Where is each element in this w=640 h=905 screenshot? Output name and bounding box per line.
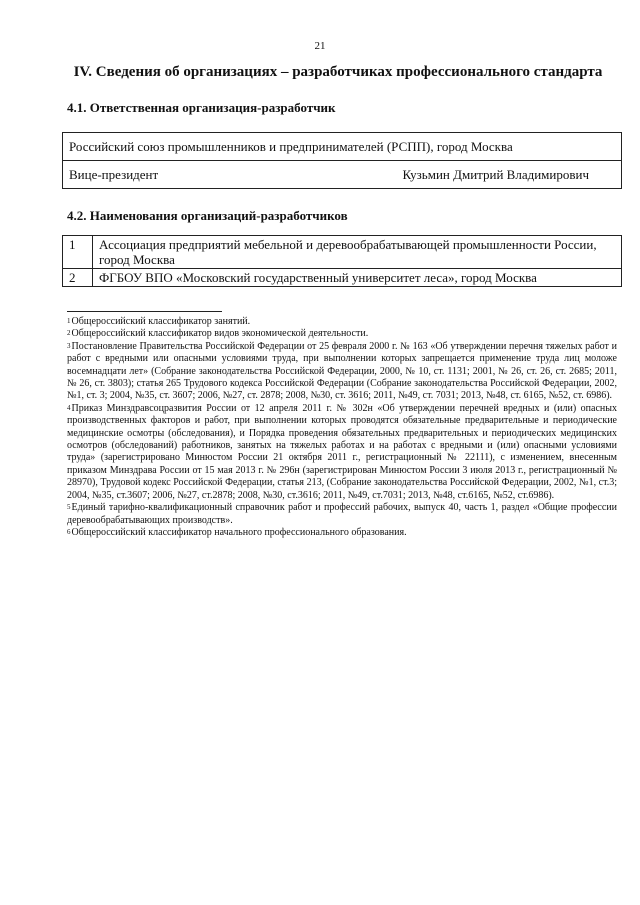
footnotes bbox=[67, 316, 617, 539]
footnote-text: Общероссийский классификатор начального профессионального образования. bbox=[71, 526, 407, 538]
position-label: Вице-президент bbox=[69, 166, 159, 182]
footnote-text: Приказ Минздравсоцразвития России от 12 апреля 2011 г. № 302н «Об утверждении перечней вредных и (или) опасных производственных факторов и работ, при выполнении которых проводятся обязательные предварительные и периодические медицинские осмотры (обследования), и Порядка проведения обязательных предварительных и периодических медицинских осмотров (обследований) работников, занятых на тяжелых работах и на работах с вредными и (или) опасными условиями труда» (зарегистрировано Минюстом России 21 октября 2011 г., регистрационный № 22111), с изменением, внесенным приказом Минздрава России от 15 мая 2013 г. № 296н (зарегистрирован Минюстом России 3 июля 2013 г., регистрационный № 28970), Трудовой кодекс Российской Федерации, статья 213, (Собрание законодательства Российской Федерации, 2002, №1, ст.3; 2004, №35, ст.3607; 2006, №27, ст.2878; 2008, №30, ст.3616; 2011, №49, ст.7031; 2013, №48, ст.6165, №52, ст.6986). bbox=[67, 402, 617, 501]
page-title: IV. Сведения об организациях – разработчиках профессионального стандарта bbox=[73, 64, 603, 80]
row-number: 2 bbox=[63, 269, 93, 287]
table-row bbox=[63, 269, 622, 287]
table-row bbox=[63, 161, 622, 189]
org-name-cell: Ассоциация предприятий мебельной и деревообрабатывающей промышленности России, город Москва bbox=[93, 236, 622, 269]
footnote-text: Единый тарифно-квалификационный справочник работ и профессий рабочих, выпуск 40, часть 1, раздел «Общие профессии деревообрабатывающих производств». bbox=[67, 502, 617, 526]
footnote bbox=[67, 502, 617, 527]
footnote-mark: 5 bbox=[67, 503, 71, 512]
footnote-mark: 3 bbox=[67, 341, 71, 350]
footnote bbox=[67, 328, 617, 340]
section-heading-developers: 4.2. Наименования организаций-разработчиков bbox=[67, 208, 348, 223]
footnote-mark: 2 bbox=[67, 329, 71, 338]
footnote bbox=[67, 341, 617, 403]
footnote-mark: 1 bbox=[67, 317, 71, 325]
footnote-divider bbox=[67, 311, 222, 312]
footnote bbox=[67, 316, 617, 328]
signatory-cell bbox=[63, 161, 622, 189]
table-row bbox=[63, 133, 622, 161]
org-name-cell: ФГБОУ ВПО «Московский государственный университет леса», город Москва bbox=[93, 269, 622, 287]
developer-orgs-table bbox=[62, 235, 622, 287]
section-heading-responsible: 4.1. Ответственная организация-разработчик bbox=[67, 100, 336, 115]
person-name: Кузьмин Дмитрий Владимирович bbox=[402, 166, 589, 182]
row-number: 1 bbox=[63, 236, 93, 269]
org-name-cell: Российский союз промышленников и предпринимателей (РСПП), город Москва bbox=[63, 133, 622, 161]
footnote-mark: 4 bbox=[67, 403, 71, 412]
footnote bbox=[67, 527, 617, 539]
footnote bbox=[67, 403, 617, 502]
responsible-org-table bbox=[62, 132, 622, 189]
footnote-text: Общероссийский классификатор занятий. bbox=[71, 316, 251, 327]
footnote-text: Постановление Правительства Российской Федерации от 25 февраля 2000 г. № 163 «Об утверждении перечня тяжелых работ и работ с вредными или опасными условиями труда, при выполнении которых запрещается применение труда лиц моложе восемнадцати лет» (Собрание законодательства Российской Федерации, 2000, № 10, ст. 1131; 2001, № 26, ст. 26, ст. 2685; 2011, № 26, ст. 3803); статья 265 Трудового кодекса Российской Федерации (Собрание законодательства Российской Федерации, 2002, №1, ст. 3; 2004, №35, ст. 3607; 2006, №27, ст. 2878; 2008, №30, ст. 3616; 2011, №49, ст. 7031; 2013, №48, ст. 6165, №52, ст. 6986). bbox=[67, 340, 617, 402]
footnote-mark: 6 bbox=[67, 527, 71, 536]
table-row bbox=[63, 236, 622, 269]
page-number: 21 bbox=[314, 40, 326, 52]
footnote-text: Общероссийский классификатор видов экономической деятельности. bbox=[71, 328, 369, 340]
